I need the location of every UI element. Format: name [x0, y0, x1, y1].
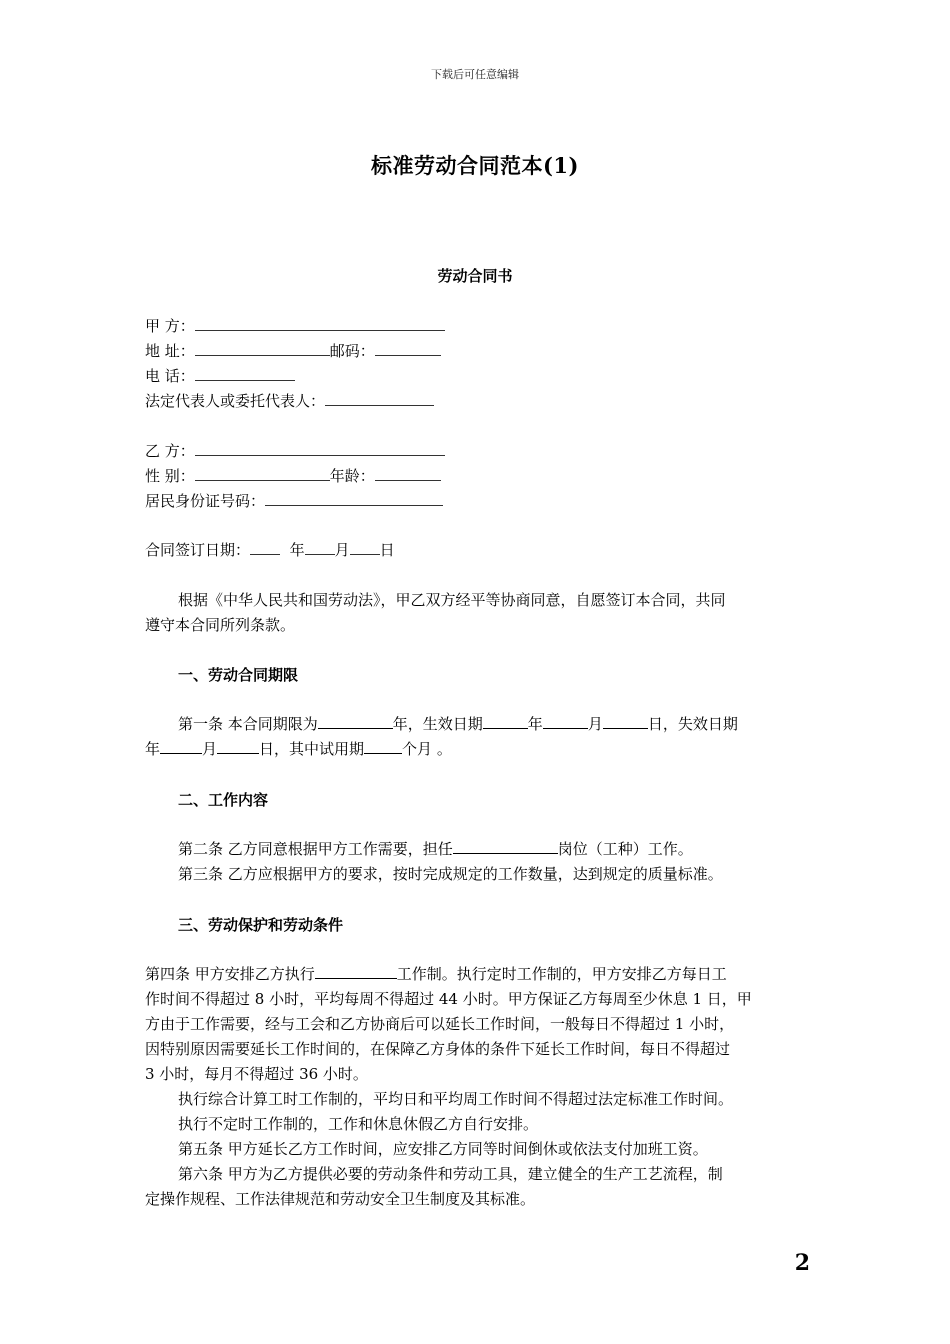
- intro-line-2: 遵守本合同所列条款。: [145, 616, 296, 634]
- party-b-age-blank: [375, 466, 441, 481]
- party-b-id-blank: [265, 491, 443, 506]
- sign-date-day-blank: [350, 540, 380, 555]
- party-b-gender-blank: [195, 466, 330, 481]
- article-2-line: [178, 839, 693, 859]
- article-1-line-2: [145, 739, 452, 759]
- document-subtitle: 劳动合同书: [437, 267, 513, 285]
- sign-date-label: 合同签订日期：: [145, 541, 251, 559]
- article-1-text-d: 月: [587, 715, 603, 733]
- page-number: 2: [794, 1250, 810, 1276]
- section-1-heading: 一、劳动合同期限: [178, 666, 299, 684]
- party-b-name-label: 乙 方：: [145, 442, 195, 460]
- article-1-text-h: 日，其中试用期: [259, 740, 365, 758]
- party-a-phone-blank: [195, 366, 295, 381]
- party-b-id-label: 居民身份证号码：: [145, 492, 266, 510]
- effective-month-blank: [543, 714, 588, 729]
- party-a-phone-line: [145, 366, 295, 386]
- article-4-line-3: 方由于工作需要，经与工会和乙方协商后可以延长工作时间，一般每日不得超过 1 小时，: [145, 1015, 735, 1033]
- sign-date-day-label: 日: [379, 541, 395, 559]
- party-b-name-blank: [195, 441, 445, 456]
- section-2-heading: 二、工作内容: [178, 791, 269, 809]
- party-b-id-line: [145, 491, 443, 511]
- article-3-line: 第三条 乙方应根据甲方的要求，按时完成规定的工作数量，达到规定的质量标准。: [178, 865, 723, 883]
- effective-day-blank: [603, 714, 648, 729]
- party-b-age-label: 年龄：: [329, 467, 375, 485]
- party-a-postcode-label: 邮码：: [329, 342, 375, 360]
- article-4-text-a: 第四条 甲方安排乙方执行: [145, 965, 315, 983]
- sign-date-year-blank: [250, 540, 280, 555]
- irregular-hours-paragraph: 执行不定时工作制的，工作和休息休假乙方自行安排。: [178, 1115, 539, 1133]
- party-a-representative-blank: [325, 391, 434, 406]
- effective-year-blank: [483, 714, 528, 729]
- party-a-name-blank: [195, 316, 445, 331]
- contract-term-blank: [318, 714, 393, 729]
- sign-date-line: [145, 540, 395, 560]
- party-b-gender-line: [145, 466, 441, 486]
- party-a-representative-line: [145, 391, 434, 411]
- article-5-line: 第五条 甲方延长乙方工作时间，应安排乙方同等时间倒休或依法支付加班工资。: [178, 1140, 708, 1158]
- header-note: 下载后可任意编辑: [431, 68, 519, 81]
- party-b-gender-label: 性 别：: [145, 467, 195, 485]
- article-4-line-1: [145, 964, 727, 984]
- article-1-text-b: 年，生效日期: [392, 715, 483, 733]
- party-a-postcode-blank: [375, 341, 441, 356]
- article-4-line-4: 因特别原因需要延长工作时间的，在保障乙方身体的条件下延长工作时间，每日不得超过: [145, 1040, 731, 1058]
- party-a-name-label: 甲 方：: [145, 317, 195, 335]
- document-title: 标准劳动合同范本(1): [371, 153, 579, 178]
- article-4-line-5: 3 小时，每月不得超过 36 小时。: [145, 1065, 368, 1083]
- party-a-address-blank: [195, 341, 330, 356]
- sign-date-year-label: 年: [289, 541, 305, 559]
- section-3-heading: 三、劳动保护和劳动条件: [178, 916, 344, 934]
- intro-line-1: 根据《中华人民共和国劳动法》，甲乙双方经平等协商同意，自愿签订本合同，共同: [178, 591, 726, 609]
- article-2-text-b: 岗位（工种）工作。: [557, 840, 693, 858]
- article-1-text-e: 日，失效日期: [647, 715, 738, 733]
- expiry-year-blank: [160, 739, 202, 754]
- article-6-line-2: 定操作规程、工作法律规范和劳动安全卫生制度及其标准。: [145, 1190, 536, 1208]
- article-1-text-f: 年: [145, 740, 161, 758]
- article-2-text-a: 第二条 乙方同意根据甲方工作需要，担任: [178, 840, 453, 858]
- party-b-name-line: [145, 441, 445, 461]
- expiry-month-blank: [217, 739, 259, 754]
- party-a-name-line: [145, 316, 445, 336]
- article-1-text-a: 第一条 本合同期限为: [178, 715, 318, 733]
- position-blank: [453, 839, 558, 854]
- sign-date-month-label: 月: [334, 541, 350, 559]
- article-1-text-g: 月: [202, 740, 218, 758]
- article-1-text-i: 个月 。: [402, 740, 452, 758]
- article-4-text-b: 工作制。执行定时工作制的，甲方安排乙方每日工: [396, 965, 727, 983]
- article-4-line-2: 作时间不得超过 8 小时，平均每周不得超过 44 小时。甲方保证乙方每周至少休息 1 日，甲: [145, 990, 752, 1008]
- party-a-address-label: 地 址：: [145, 342, 195, 360]
- article-1-text-c: 年: [527, 715, 543, 733]
- work-system-blank: [315, 964, 397, 979]
- article-1-line-1: [178, 714, 738, 734]
- probation-blank: [364, 739, 402, 754]
- party-a-address-line: [145, 341, 441, 361]
- party-a-representative-label: 法定代表人或委托代表人：: [145, 392, 326, 410]
- sign-date-month-blank: [305, 540, 335, 555]
- party-a-phone-label: 电 话：: [145, 367, 195, 385]
- comprehensive-hours-paragraph: 执行综合计算工时工作制的，平均日和平均周工作时间不得超过法定标准工作时间。: [178, 1090, 734, 1108]
- article-6-line-1: 第六条 甲方为乙方提供必要的劳动条件和劳动工具，建立健全的生产工艺流程，制: [178, 1165, 723, 1183]
